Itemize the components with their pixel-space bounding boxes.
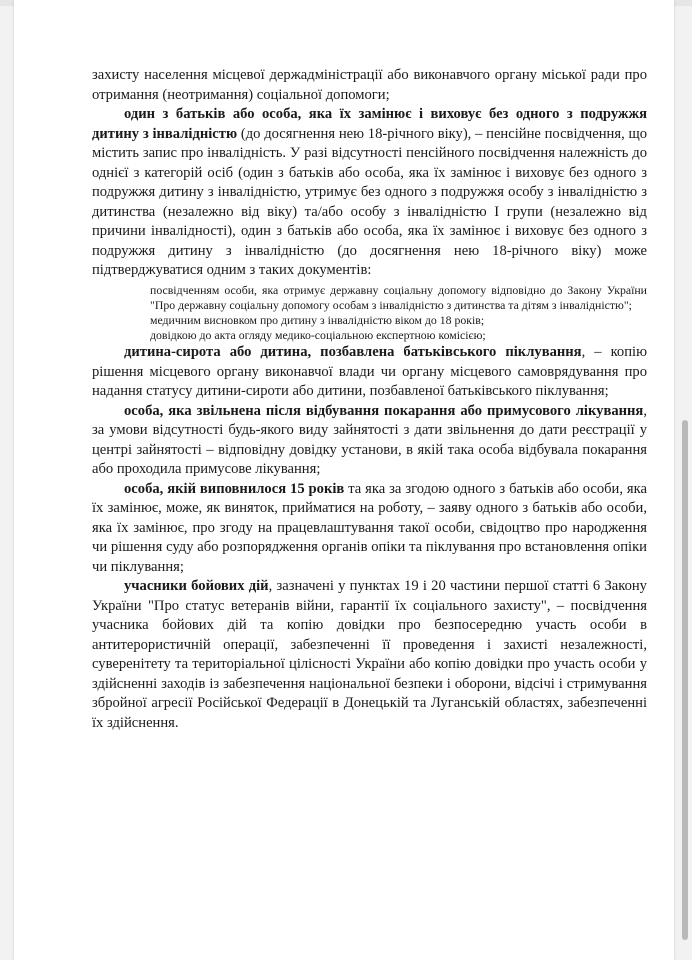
- document-body: [92, 66, 647, 733]
- paragraph-lead: учасники бойових дій: [124, 578, 269, 595]
- paragraph-orphan-child: [92, 343, 647, 402]
- paragraph-lead: один з батьків або особа, яка їх замінює і виховує без одного з подружжя дитину з інвалідністю: [92, 106, 647, 142]
- list-item: довідкою до акта огляду медико-соціальною експертною комісією;: [150, 328, 486, 343]
- supporting-documents-list: [150, 283, 647, 344]
- paragraph-lead: дитина-сирота або дитина, позбавлена батьківського піклування: [124, 344, 582, 361]
- paragraph-fifteen-year-old: [92, 480, 647, 578]
- paragraph-text: та яка за згодою одного з батьків або особи, яка їх замінює, може, як виняток, прийматися на роботу, – заяву одного з батьків або особи, яка їх замінює, про згоду на працевлаштування такої особи, свідоцтво про народження чи рішення суду або розпорядження органів опіки та піклування про встановлення опіки чи піклування;: [92, 480, 647, 575]
- vertical-scrollbar[interactable]: [682, 420, 688, 940]
- paragraph-released-person: [92, 402, 647, 480]
- paragraph-combat-participants: [92, 577, 647, 733]
- paragraph-text: , зазначені у пунктах 19 і 20 частини першої статті 6 Закону України "Про статус ветеранів війни, гарантії їх соціального захисту", – посвідчення учасника бойових дій та копію довідки про безпосередню участь особи в антитерористичній операції, забезпеченні її проведення і захисті незалежності, суверенітету та територіальної цілісності України або копію довідки про участь особи у здійсненні заходів із забезпечення національної безпеки і оборони, відсічі і стримування збройної агресії Російської Федерації в Донецькій та Луганській областях, забезпеченні їх здійснення.: [92, 578, 647, 731]
- paragraph-text: , – копію рішення місцевого органу виконавчої влади чи органу місцевого самоврядування про надання статусу дитини-сироти або дитини, позбавленої батьківського піклування;: [92, 344, 647, 400]
- paragraph-parent-of-disabled-child: [92, 105, 647, 281]
- list-item: медичним висновком про дитину з інвалідністю віком до 18 років;: [150, 312, 485, 327]
- paragraph-social-protection: [92, 66, 647, 105]
- document-page: [14, 0, 674, 960]
- paragraph-lead: особа, якій виповнилося 15 років: [124, 480, 345, 497]
- paragraph-text: , за умови відсутності будь-якого виду зайнятості з дати звільнення до дати реєстрації у центрі зайнятості – відповідну довідку установи, в якій така особа відбувала покарання або проходила примусове лікування;: [92, 402, 647, 478]
- paragraph-lead: особа, яка звільнена після відбування покарання або примусового лікування: [124, 402, 644, 419]
- list-item: посвідченням особи, яка отримує державну соціальну допомогу відповідно до Закону України "Про державну соціальну допомогу особам з інвалідністю з дитинства та дітям з інвалідністю";: [150, 282, 647, 312]
- paragraph-text: захисту населення місцевої держадміністрації або виконавчого органу міської ради про отримання (неотримання) соціальної допомоги;: [92, 67, 647, 103]
- paragraph-text: (до досягнення нею 18-річного віку), – пенсійне посвідчення, що містить запис про інвалідність. У разі відсутності пенсійного посвідчення належність до однієї з категорій осіб (один з батьків або особа, яка їх замінює і виховує без одного з подружжя дитину з інвалідністю, утримує без одного з подружжя особу з інвалідністю з дитинства (незалежно від віку) та/або особу з інвалідністю I групи (незалежно від причини інвалідності), один з батьків або особа, яка їх замінює і виховує без одного з подружжя дитину з інвалідністю (до досягнення нею 18-річного віку) може підтверджуватися одним з таких документів:: [92, 125, 648, 278]
